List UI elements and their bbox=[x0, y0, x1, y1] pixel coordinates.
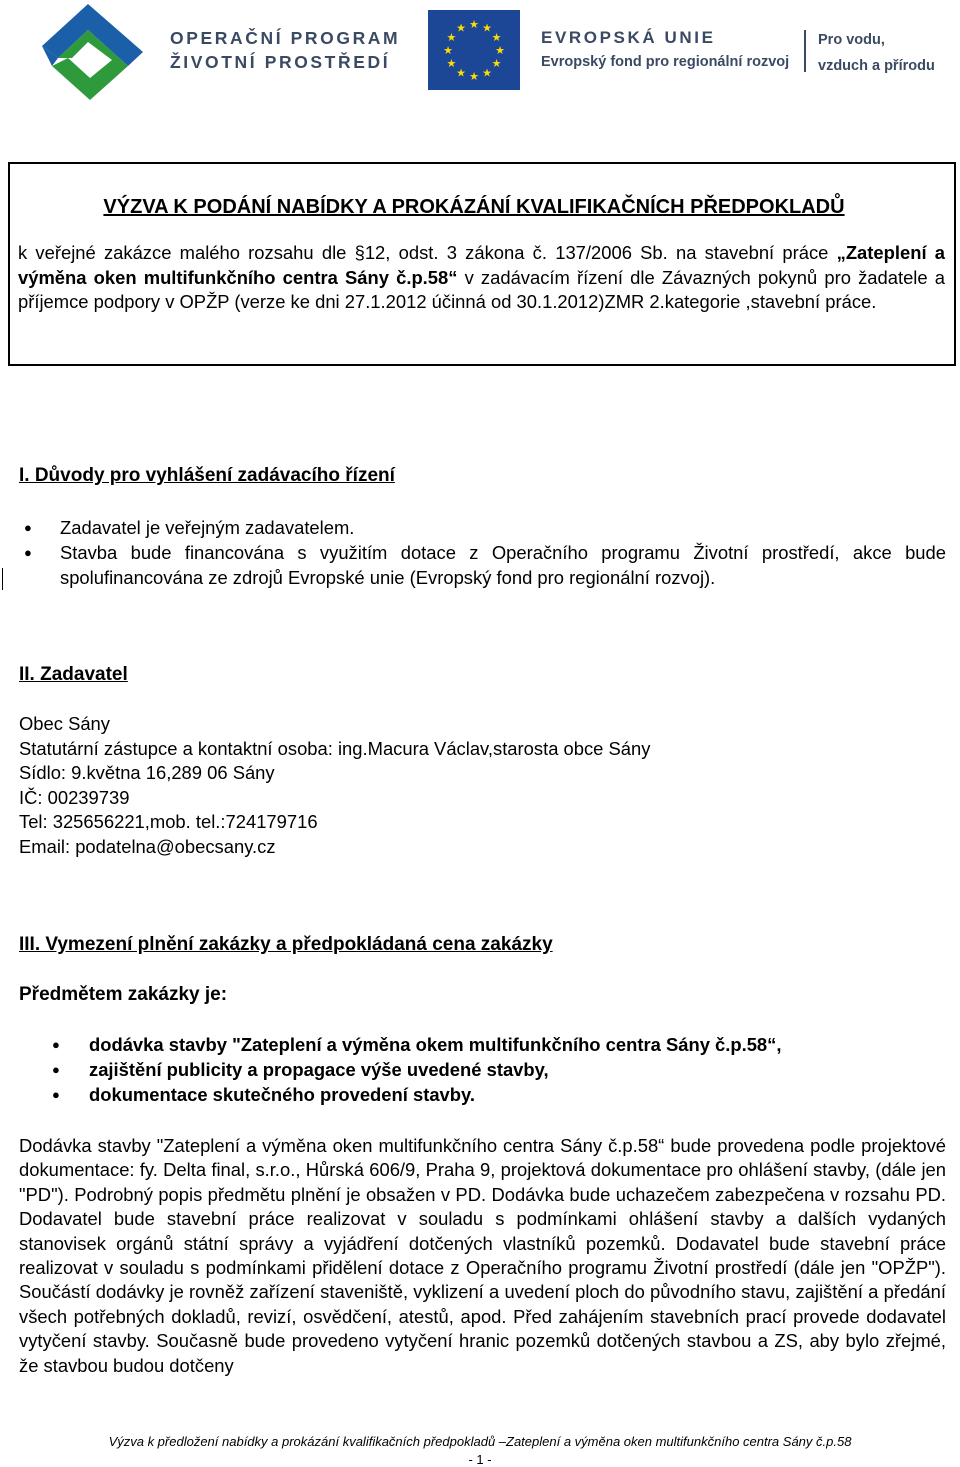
intro-text-part1: k veřejné zakázce malého rozsahu dle §12, odst. 3 zákona č. 137/2006 Sb. na stavební práce bbox=[18, 242, 837, 263]
eu-star-icon: ★ bbox=[446, 32, 457, 44]
eu-star-icon: ★ bbox=[482, 22, 492, 35]
intro-text bbox=[18, 241, 945, 315]
intro-text-part2: v zadávacím řízení dle Závazných pokynů pro žadatele a příjemce podpory v OPŽP (verze ke dni 27.1.2012 účinná od 30.1.2012)ZMR 2.kategorie ,stavební práce. bbox=[18, 266, 945, 313]
slogan-divider bbox=[804, 30, 806, 72]
authority-ic: IČ: 00239739 bbox=[19, 786, 130, 808]
authority-phone: Tel: 325656221,mob. tel.:724179716 bbox=[19, 811, 318, 833]
bullet-icon: ● bbox=[52, 1062, 60, 1077]
slogan-line1: Pro vodu, bbox=[818, 32, 885, 48]
eu-flag-icon bbox=[428, 10, 520, 90]
eu-star-icon: ★ bbox=[456, 67, 466, 80]
section3-heading: III. Vymezení plnění zakázky a předpokládaná cena zakázky bbox=[19, 934, 553, 955]
revision-bar bbox=[2, 568, 3, 590]
scope-paragraph: Dodávka stavby "Zateplení a výměna oken multifunkčního centra Sány č.p.58“ bude provedena podle projektové dokumentace: fy. Delta final, s.r.o., Hůrská 606/9, Praha 9, projektová dokumentace pro ohlášení stavby, (dále jen "PD"). Podrobný popis předmětu plnění je obsažen v PD. Dodávka bude uchazečem zabezpečena v rozsahu PD. Dodavatel bude stavební práce realizovat v souladu s podmínkami ohlášení stavby a dalších vydaných stanovisek orgánů státní správy a vyjádření dotčených vlastníků pozemků. Dodavatel bude stavební práce realizovat v souladu s podmínkami přidělení dotace z Operačního programu Životní prostředí (dále jen "OPŽP"). Součástí dodávky je rovněž zařízení staveniště, vyklizení a uvedení ploch do původního stavu, zajištění a předání všech potřebných dokladů, revizí, osvědčení, atestů, apod. Před zahájením stavebních prací provede dodavatel vytyčení stavby. Současně bude provedeno vytyčení hranic pozemků dotčených stavbou a ZS, aby bylo zřejmé, že stavbou budou dotčeny bbox=[19, 1135, 946, 1376]
eu-line1: EVROPSKÁ UNIE bbox=[541, 28, 716, 47]
eu-star-icon: ★ bbox=[469, 19, 479, 31]
bullet-icon: ● bbox=[24, 545, 32, 560]
authority-address: Sídlo: 9.května 16,289 06 Sány bbox=[19, 762, 275, 784]
eu-logo-text bbox=[541, 27, 789, 75]
scope-item-2: zajištění publicity a propagace výše uvedené stavby, bbox=[89, 1059, 549, 1080]
bullet-icon: ● bbox=[52, 1037, 60, 1052]
eu-line2: Evropský fond pro regionální rozvoj bbox=[541, 54, 790, 70]
section1-bullet2: Stavba bude financována s využitím dotace z Operačního programu Životní prostředí, akce bude spolufinancována ze zdrojů Evropské unie (Evropský fond pro regionální rozvoj). bbox=[60, 542, 946, 588]
page-footer: Výzva k předložení nabídky a prokázání kvalifikačních předpokladů –Zateplení a výměna oken multifunkčního centra Sány č.p.58 bbox=[108, 1434, 852, 1449]
eu-star-icon: ★ bbox=[469, 71, 479, 83]
eu-star-icon: ★ bbox=[482, 67, 492, 80]
section1-bullet1: Zadavatel je veřejným zadavatelem. bbox=[60, 517, 355, 538]
authority-contact: Statutární zástupce a kontaktní osoba: ing.Macura Václav,starosta obce Sány bbox=[19, 737, 651, 759]
intro-text-bold: „Zateplení a výměna oken multifunkčního centra Sány č.p.58“ bbox=[18, 242, 945, 288]
authority-name: Obec Sány bbox=[19, 713, 110, 734]
section2-heading: II. Zadavatel bbox=[19, 664, 128, 685]
eu-star-icon: ★ bbox=[456, 22, 466, 35]
opzp-logo-text bbox=[170, 26, 400, 74]
contracting-authority-details bbox=[19, 712, 650, 860]
opzp-logo-icon bbox=[28, 2, 158, 102]
section3-subheading: Předmětem zakázky je: bbox=[19, 984, 228, 1005]
authority-email: Email: podatelna@obecsany.cz bbox=[19, 835, 276, 857]
section1-heading: I. Důvody pro vyhlášení zadávacího řízení bbox=[19, 465, 395, 486]
slogan-line2: vzduch a přírodu bbox=[818, 58, 935, 74]
page-header bbox=[0, 0, 960, 110]
eu-star-icon: ★ bbox=[491, 58, 502, 70]
slogan bbox=[818, 27, 935, 79]
eu-star-icon: ★ bbox=[446, 58, 457, 70]
bullet-icon: ● bbox=[52, 1087, 60, 1102]
opzp-line1: OPERAČNÍ PROGRAM bbox=[170, 28, 401, 48]
opzp-line2: ŽIVOTNÍ PROSTŘEDÍ bbox=[170, 52, 391, 72]
page-number: - 1 - bbox=[468, 1452, 492, 1467]
scope-item-3: dokumentace skutečného provedení stavby. bbox=[89, 1084, 475, 1105]
eu-star-icon: ★ bbox=[495, 45, 505, 57]
bullet-icon: ● bbox=[24, 520, 32, 535]
eu-star-icon: ★ bbox=[491, 32, 502, 44]
document-title: VÝZVA K PODÁNÍ NABÍDKY A PROKÁZÁNÍ KVALIFIKAČNÍCH PŘEDPOKLADŮ bbox=[103, 196, 845, 218]
scope-item-1: dodávka stavby "Zateplení a výměna okem multifunkčního centra Sány č.p.58“, bbox=[89, 1034, 782, 1055]
eu-star-icon: ★ bbox=[443, 45, 453, 57]
